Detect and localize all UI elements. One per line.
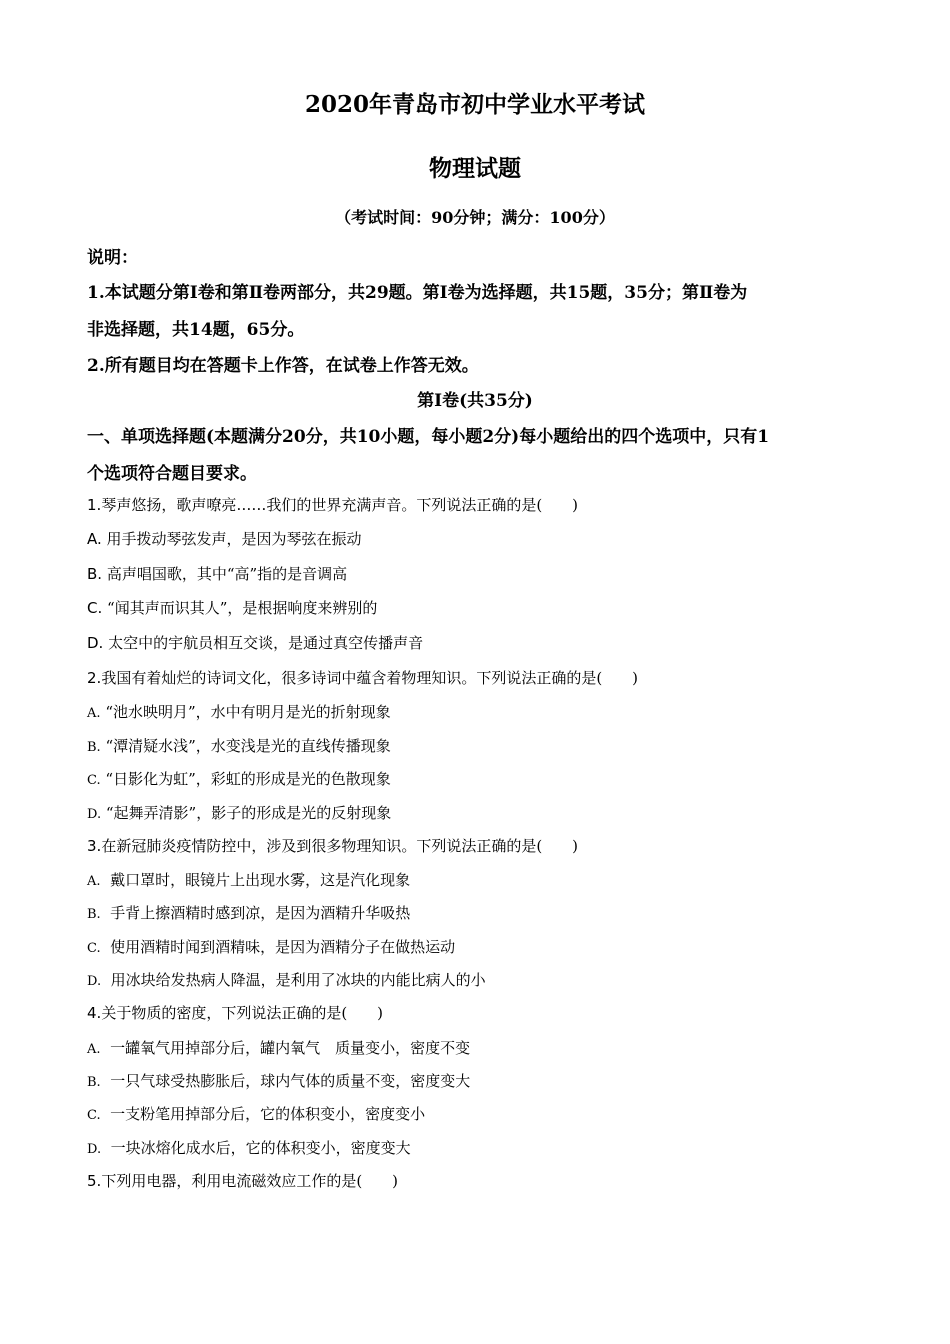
q1-option-a [87, 528, 362, 549]
option-label: C. [87, 773, 101, 788]
q1-option-b [87, 563, 347, 584]
q2-option-d [87, 802, 391, 823]
q2-option-c [87, 768, 391, 789]
option-text: 使用酒精时闻到酒精味，是因为酒精分子在做热运动 [110, 938, 456, 956]
notes-heading: 说明： [87, 248, 138, 268]
option-text: 一只气球受热膨胀后，球内气体的质量不变，密度变大 [110, 1072, 471, 1090]
option-label: C. [87, 1108, 101, 1123]
question-number: 4. [87, 1004, 102, 1022]
q1-option-d [87, 632, 423, 653]
option-text: 太空中的宇航员相互交谈，是通过真空传播声音 [108, 634, 424, 652]
question-3 [87, 835, 578, 856]
option-text: “池水映明月”，水中有明月是光的折射现象 [105, 703, 391, 721]
notes-line-1: 1.本试题分第Ⅰ卷和第Ⅱ卷两部分，共29题。第Ⅰ卷为选择题，共15题，35分；第Ⅱ卷为 [87, 283, 748, 303]
q1-option-c [87, 597, 377, 618]
option-label: D. [87, 634, 104, 652]
question-2 [87, 667, 638, 688]
question-text: 我国有着灿烂的诗词文化，很多诗词中蕴含着物理知识。下列说法正确的是( ) [101, 669, 639, 687]
exam-meta: （考试时间：90分钟；满分：100分） [335, 208, 615, 227]
q3-option-c [87, 936, 455, 957]
option-text: 一块冰熔化成水后，它的体积变小，密度变大 [110, 1139, 411, 1157]
option-text: 戴口罩时，眼镜片上出现水雾，这是汽化现象 [110, 871, 411, 889]
question-text: 在新冠肺炎疫情防控中，涉及到很多物理知识。下列说法正确的是( ) [101, 837, 579, 855]
option-text: 用冰块给发热病人降温，是利用了冰块的内能比病人的小 [110, 971, 486, 989]
option-text: “潭清疑水浅”，水变浅是光的直线传播现象 [105, 737, 391, 755]
q4-option-c [87, 1103, 425, 1124]
option-text: 一罐氧气用掉部分后，罐内氧气 质量变小，密度不变 [110, 1039, 471, 1057]
q2-option-b [87, 735, 391, 756]
question-number: 3. [87, 837, 102, 855]
section-title: 第Ⅰ卷(共35分) [417, 391, 533, 411]
option-label: B. [87, 1075, 101, 1090]
q3-option-d [87, 969, 486, 990]
q3-option-b [87, 902, 410, 923]
option-text: 一支粉笔用掉部分后，它的体积变小，密度变小 [110, 1105, 426, 1123]
question-number: 2. [87, 669, 102, 687]
option-label: B. [87, 565, 103, 583]
question-4 [87, 1002, 383, 1023]
option-label: D. [87, 974, 102, 989]
option-label: D. [87, 1142, 102, 1157]
option-text: 手背上擦酒精时感到凉，是因为酒精升华吸热 [110, 904, 411, 922]
option-label: A. [87, 706, 101, 721]
subject-title: 物理试题 [429, 155, 521, 182]
option-label: D. [87, 807, 102, 822]
option-text: “起舞弄清影”，影子的形成是光的反射现象 [105, 804, 392, 822]
section-instructions-cont: 个选项符合题目要求。 [87, 464, 257, 484]
question-number: 1. [87, 496, 102, 514]
option-label: A. [87, 874, 101, 889]
question-5 [87, 1170, 398, 1191]
q4-option-d [87, 1137, 411, 1158]
option-label: A. [87, 530, 102, 548]
question-1 [87, 494, 578, 515]
q2-option-a [87, 701, 391, 722]
option-text: 用手拨动琴弦发声，是因为琴弦在振动 [106, 530, 362, 548]
option-label: B. [87, 907, 101, 922]
option-text: 高声唱国歌，其中“高”指的是音调高 [106, 565, 348, 583]
section-instructions: 一、单项选择题(本题满分20分，共10小题，每小题2分)每小题给出的四个选项中，只有1 [87, 427, 770, 447]
notes-line-1-cont: 非选择题，共14题，65分。 [87, 320, 305, 340]
option-text: “日影化为虹”，彩虹的形成是光的色散现象 [105, 770, 391, 788]
option-label: C. [87, 941, 101, 956]
option-label: C. [87, 599, 103, 617]
question-text: 琴声悠扬，歌声嘹亮……我们的世界充满声音。下列说法正确的是( ) [101, 496, 579, 514]
notes-line-2: 2.所有题目均在答题卡上作答，在试卷上作答无效。 [87, 356, 479, 376]
exam-title: 2020年青岛市初中学业水平考试 [304, 91, 645, 118]
q3-option-a [87, 869, 410, 890]
option-label: B. [87, 740, 101, 755]
question-text: 关于物质的密度，下列说法正确的是( ) [101, 1004, 384, 1022]
option-label: A. [87, 1042, 101, 1057]
question-text: 下列用电器，利用电流磁效应工作的是( ) [101, 1172, 399, 1190]
option-text: “闻其声而识其人”，是根据响度来辨别的 [107, 599, 378, 617]
question-number: 5. [87, 1172, 102, 1190]
q4-option-a [87, 1037, 470, 1058]
q4-option-b [87, 1070, 470, 1091]
